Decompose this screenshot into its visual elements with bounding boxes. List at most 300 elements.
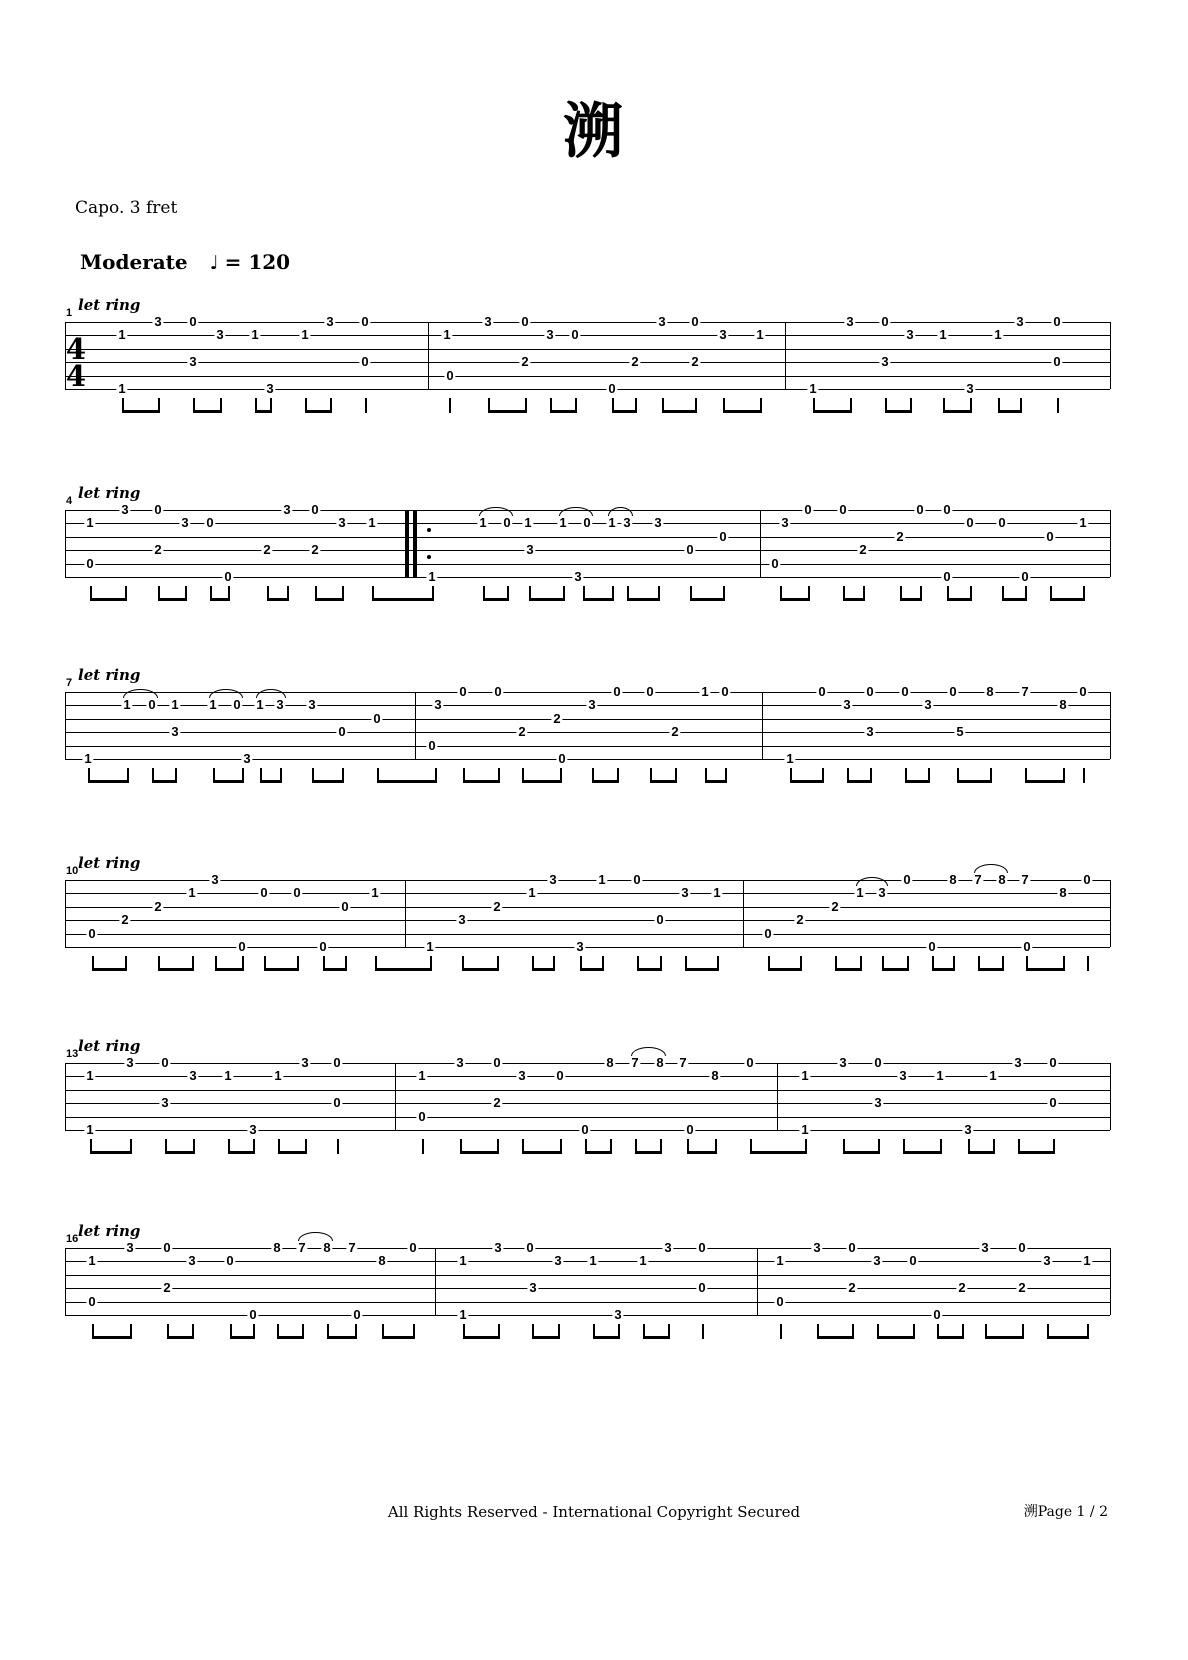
beam [158,968,194,971]
tab-note: 0 [494,684,502,699]
tab-note: 3 [1016,314,1024,329]
staff-line [65,1090,1110,1091]
tab-note: 0 [698,1240,706,1255]
tab-note: 0 [719,528,727,544]
note-stem [1087,956,1089,971]
barline [428,322,429,389]
tab-note: 8 [986,684,994,699]
tab-note: 3 [846,314,854,329]
tab-note: 0 [1021,569,1029,584]
staff-line [65,389,1110,390]
tab-note: 1 [371,885,379,901]
tab-note: 3 [1014,1055,1022,1070]
staff-line [65,1248,1110,1249]
beam [255,410,272,413]
tab-note: 0 [966,515,974,531]
tab-note: 0 [686,542,694,558]
tab-note: 0 [493,1055,501,1070]
tab-note: 1 [713,885,721,901]
tab-note: 8 [1059,697,1067,713]
staff-line [65,1315,1110,1316]
tab-note: 3 [554,1253,562,1269]
tab-note: 0 [88,925,96,941]
beam [277,1336,304,1339]
tab-note: 3 [518,1068,526,1084]
tab-note: 0 [361,354,369,370]
tab-note: 2 [154,542,162,558]
beam [847,780,872,783]
tab-note: 0 [804,502,812,517]
tab-note: 3 [588,697,596,713]
tab-note: 0 [353,1307,361,1322]
tab-note: 3 [243,751,251,766]
note-stem [1057,398,1059,413]
tab-note: 0 [260,885,268,901]
staff-line [65,1275,1110,1276]
tab-note: 3 [1043,1253,1051,1269]
tab-note: 0 [848,1240,856,1255]
staff-line [65,349,1110,350]
measure-number: 16 [66,1233,79,1245]
beam [592,780,619,783]
tab-note: 3 [843,697,851,713]
repeat-dot [427,555,431,559]
beam [882,968,909,971]
beam [1025,780,1065,783]
tab-note: 1 [776,1253,784,1269]
beam [905,780,930,783]
tab-note: 3 [878,885,886,901]
beam [943,410,972,413]
tab-note: 3 [456,1055,464,1070]
tab-note: 1 [589,1253,597,1269]
barline [65,510,66,577]
tab-note: 0 [338,724,346,740]
tab-note: 1 [188,885,196,901]
beam [228,1151,255,1154]
tab-note: 1 [118,327,126,343]
tab-note: 3 [189,1068,197,1084]
beam [449,410,451,413]
beam [377,780,437,783]
beam [768,968,802,971]
beam [705,780,727,783]
beam [213,780,244,783]
tab-note: 3 [924,697,932,713]
quarter-note-icon: ♩ [209,252,219,274]
tab-note: 1 [86,1068,94,1084]
barline [435,1248,436,1315]
tab-note: 0 [1049,1095,1057,1111]
tab-note: 0 [646,684,654,699]
beam [685,968,719,971]
beam [92,968,127,971]
tab-note: 2 [263,542,271,558]
tab-note: 3 [188,1253,196,1269]
beam [267,598,289,601]
tab-note: 2 [691,354,699,370]
staff-line [65,1117,1110,1118]
beam [900,598,922,601]
tab-note: 3 [681,885,689,901]
tab-note: 3 [873,1253,881,1269]
staff-line [65,550,1110,551]
tab-note: 7 [1021,872,1029,887]
beam [522,1151,562,1154]
tab-note: 1 [639,1253,647,1269]
tab-note: 3 [574,569,582,584]
staff-line [65,564,1110,565]
tab-note: 0 [521,314,529,329]
tab-note: 3 [654,515,662,531]
tab-note: 3 [484,314,492,329]
tab-note: 0 [373,710,381,726]
beam [947,598,972,601]
tab-note: 0 [224,569,232,584]
tab-note: 3 [964,1122,972,1137]
tab-note: 2 [631,354,639,370]
tab-note: 8 [1059,885,1067,901]
tab-note: 1 [274,1068,282,1084]
barline [1110,1063,1111,1130]
tab-note: 0 [916,502,924,517]
beam [937,1336,964,1339]
tab-note: 3 [211,872,219,887]
beam [662,410,697,413]
tab-note: 3 [434,697,442,713]
time-signature-top: 4 [65,331,87,366]
barline [1110,510,1111,577]
beam [210,598,230,601]
tab-note: 2 [163,1280,171,1296]
let-ring-label: let ring [78,296,141,314]
beam [460,1151,499,1154]
beam [260,780,282,783]
let-ring-label: let ring [78,854,141,872]
beam [957,780,993,783]
tab-note: 0 [943,502,951,517]
tab-note: 1 [86,1122,94,1137]
beam [532,968,555,971]
beam [305,410,332,413]
tab-note: 3 [276,697,284,713]
tab-note: 0 [1046,528,1054,544]
tab-note: 1 [801,1068,809,1084]
beam [327,1336,357,1339]
tab-note: 3 [874,1095,882,1111]
tab-note: 3 [181,515,189,531]
tab-note: 3 [308,697,316,713]
tab-note: 3 [658,314,666,329]
tab-note: 2 [311,542,319,558]
tab-note: 1 [251,327,259,343]
tab-note: 8 [949,872,957,887]
beam [90,1151,132,1154]
tab-note: 3 [546,327,554,343]
staff-line [65,1103,1110,1104]
tab-note: 0 [526,1240,534,1255]
tab-note: 1 [856,885,864,901]
tab-note: 3 [623,515,631,531]
tab-note: 3 [526,542,534,558]
barline [757,1248,758,1315]
beam [463,780,500,783]
tab-note: 8 [656,1055,664,1070]
tab-note: 3 [326,314,334,329]
tab-note: 0 [933,1307,941,1322]
beam [315,598,344,601]
beam [532,1336,561,1339]
tab-note: 0 [764,925,772,941]
repeat-barline [405,510,409,577]
tab-note: 2 [896,528,904,544]
tab-note: 3 [121,502,129,517]
beam [264,968,299,971]
tab-note: 1 [428,569,436,584]
tab-note: 0 [1079,684,1087,699]
beam [92,1336,132,1339]
beam [585,1151,612,1154]
barline [65,880,66,947]
tab-note: 3 [301,1055,309,1070]
tab-note: 1 [459,1253,467,1269]
tab-note: 0 [1053,354,1061,370]
barline [65,1063,66,1130]
tab-note: 0 [874,1055,882,1070]
tab-note: 1 [224,1068,232,1084]
beam [627,598,660,601]
beam [998,410,1022,413]
beam [90,598,127,601]
staff-line [65,537,1110,538]
tab-note: 0 [88,1293,96,1309]
beam [635,1151,662,1154]
repeat-barline [413,510,417,577]
tab-note: 0 [238,939,246,954]
beam [483,598,509,601]
tab-note: 1 [368,515,376,531]
barline [743,880,744,947]
tab-note: 3 [866,724,874,740]
tab-note: 0 [771,555,779,571]
tab-note: 0 [189,314,197,329]
tab-note: 0 [839,502,847,517]
beam [158,598,187,601]
tab-note: 0 [459,684,467,699]
beam [1050,598,1085,601]
tab-note: 2 [671,724,679,740]
tab-note: 3 [126,1055,134,1070]
beam [488,410,527,413]
page-number: 溯Page 1 / 2 [1023,1504,1108,1520]
tab-note: 8 [711,1068,719,1084]
tab-note: 3 [813,1240,821,1255]
staff-line [65,907,1110,908]
measure-number: 4 [66,495,73,507]
barline [395,1063,396,1130]
tab-note: 0 [691,314,699,329]
let-ring-label: let ring [78,1037,141,1055]
tab-note: 3 [881,354,889,370]
tab-note: 8 [998,872,1006,887]
beam [843,598,865,601]
beam [1026,968,1065,971]
tab-note: 0 [698,1280,706,1296]
tab-note: 7 [348,1240,356,1255]
tab-note: 3 [906,327,914,343]
beam [167,1336,194,1339]
beam [583,598,615,601]
tab-note: 0 [903,872,911,887]
tab-note: 0 [633,872,641,887]
tab-note: 0 [558,751,566,766]
tab-note: 0 [206,515,214,531]
beam [985,1336,1024,1339]
tab-note: 1 [418,1068,426,1084]
tab-note: 7 [679,1055,687,1070]
tab-note: 0 [446,367,454,383]
staff-line [65,732,1110,733]
tab-note: 0 [154,502,162,517]
tab-note: 1 [786,751,794,766]
tab-note: 3 [154,314,162,329]
tab-note: 0 [746,1055,754,1070]
tab-note: 0 [581,1122,589,1137]
measure-number: 10 [66,865,79,877]
tab-note: 0 [721,684,729,699]
tab-note: 1 [559,515,567,531]
tab-note: 8 [273,1240,281,1255]
tab-note: 2 [848,1280,856,1296]
tab-note: 1 [123,697,131,713]
note-stem [337,1139,339,1154]
tab-note: 2 [831,898,839,914]
tab-note: 3 [189,354,197,370]
tab-note: 1 [459,1307,467,1322]
tab-note: 0 [428,737,436,753]
beam [843,1151,880,1154]
tab-note: 0 [583,515,591,531]
tab-note: 1 [171,697,179,713]
beam [382,1336,415,1339]
tab-note: 2 [553,710,561,726]
note-stem [1083,768,1085,783]
tab-note: 0 [613,684,621,699]
tab-note: 1 [701,684,709,699]
beam [550,410,577,413]
tab-note: 3 [664,1240,672,1255]
tab-note: 1 [1079,515,1087,531]
tab-note: 3 [216,327,224,343]
beam [650,780,677,783]
tab-note: 3 [719,327,727,343]
tab-note: 1 [608,515,616,531]
tab-note: 0 [928,939,936,954]
tab-note: 3 [171,724,179,740]
beam [522,780,562,783]
tab-note: 1 [209,697,217,713]
tab-note: 3 [966,381,974,396]
tab-note: 0 [409,1240,417,1255]
staff-line [65,1302,1110,1303]
tab-note: 0 [901,684,909,699]
tab-note: 0 [1018,1240,1026,1255]
tab-note: 0 [1023,939,1031,954]
beam [750,1151,807,1154]
tab-note: 0 [998,515,1006,531]
tab-note: 0 [571,327,579,343]
barline [1110,322,1111,389]
tab-note: 0 [608,381,616,396]
tab-note: 2 [154,898,162,914]
tab-note: 0 [163,1240,171,1255]
staff-line [65,1063,1110,1064]
tab-note: 0 [556,1068,564,1084]
beam [813,410,852,413]
beam [637,968,662,971]
tab-note: 1 [801,1122,809,1137]
staff-line [65,934,1110,935]
tab-note: 1 [936,1068,944,1084]
tab-note: 1 [426,939,434,954]
tab-note: 1 [1083,1253,1091,1269]
tab-note: 0 [161,1055,169,1070]
tab-note: 0 [949,684,957,699]
barline [785,322,786,389]
tab-note: 2 [518,724,526,740]
tab-note: 7 [631,1055,639,1070]
tab-note: 1 [809,381,817,396]
barline [1110,1248,1111,1315]
staff-line [65,362,1110,363]
barline [405,880,406,947]
tab-note: 0 [233,697,241,713]
page-title: 溯 [563,97,625,167]
let-ring-label: let ring [78,484,141,502]
tab-note: 2 [493,898,501,914]
tab-note: 3 [549,872,557,887]
tab-note: 3 [126,1240,134,1255]
staff-line [65,376,1110,377]
tab-note: 3 [494,1240,502,1255]
tab-note: 3 [266,381,274,396]
tab-note: 1 [88,1253,96,1269]
measure-number: 13 [66,1048,79,1060]
staff-line [65,322,1110,323]
beam [790,780,824,783]
note-stem [702,1324,704,1339]
tab-note: 0 [311,502,319,517]
tab-note: 5 [956,724,964,740]
beam [687,1151,718,1154]
beam [978,968,1004,971]
tab-note: 0 [361,314,369,329]
tab-note: 0 [909,1253,917,1269]
tab-note: 0 [656,912,664,928]
tab-note: 0 [776,1293,784,1309]
tab-note: 1 [994,327,1002,343]
barline [1110,692,1111,759]
tab-note: 7 [974,872,982,887]
tab-note: 1 [479,515,487,531]
tab-note: 3 [839,1055,847,1070]
tab-note: 0 [226,1253,234,1269]
beam [372,598,434,601]
tab-note: 2 [121,912,129,928]
tab-note: 1 [524,515,532,531]
capo-note: Capo. 3 fret [75,198,178,218]
barline [65,692,66,759]
